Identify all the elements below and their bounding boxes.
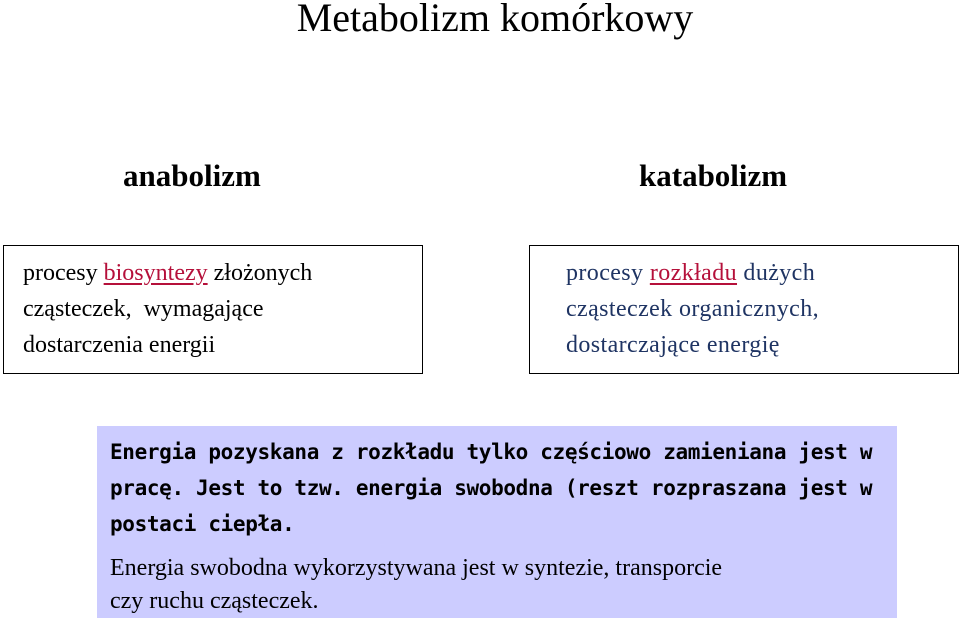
anabolism-heading: anabolizm: [123, 158, 261, 193]
catabolism-line-1: [566, 255, 958, 291]
anabolism-definition-box: [3, 245, 423, 374]
catabolism-line-2: cząsteczek organicznych,: [566, 296, 820, 322]
page-title: Metabolizm komórkowy: [296, 0, 694, 40]
energy-usage-paragraph: [110, 552, 897, 618]
free-energy-line-3: postaci ciepła.: [110, 512, 295, 536]
anabolism-line-1: [23, 255, 422, 291]
energy-usage-line-1: Energia swobodna wykorzystywana jest w syntezie, transporcie: [110, 555, 723, 581]
catabolism-heading: katabolizm: [639, 158, 788, 193]
catabolism-key-term: rozkładu: [649, 260, 738, 286]
anabolism-line-1-suffix: złożonych: [207, 260, 313, 286]
free-energy-line-2: pracę. Jest to tzw. energia swobodna (reszt rozpraszana jest w: [110, 476, 873, 500]
catabolism-line-1-suffix: dużych: [737, 260, 816, 286]
free-energy-line-1: Energia pozyskana z rozkładu tylko częściowo zamieniana jest w: [110, 440, 873, 464]
anabolism-line-2: cząsteczek, wymagające: [23, 296, 264, 322]
anabolism-key-term: biosyntezy: [103, 260, 208, 286]
energy-info-box: [97, 426, 897, 618]
anabolism-line-3: dostarczenia energii: [23, 332, 216, 358]
free-energy-paragraph: [110, 434, 897, 542]
anabolism-line-1-prefix: procesy: [23, 260, 104, 286]
catabolism-definition-box: [529, 245, 959, 374]
energy-usage-line-2: czy ruchu cząsteczek.: [110, 588, 319, 614]
catabolism-line-1-prefix: procesy: [566, 260, 650, 286]
catabolism-line-3: dostarczające energię: [566, 332, 780, 358]
